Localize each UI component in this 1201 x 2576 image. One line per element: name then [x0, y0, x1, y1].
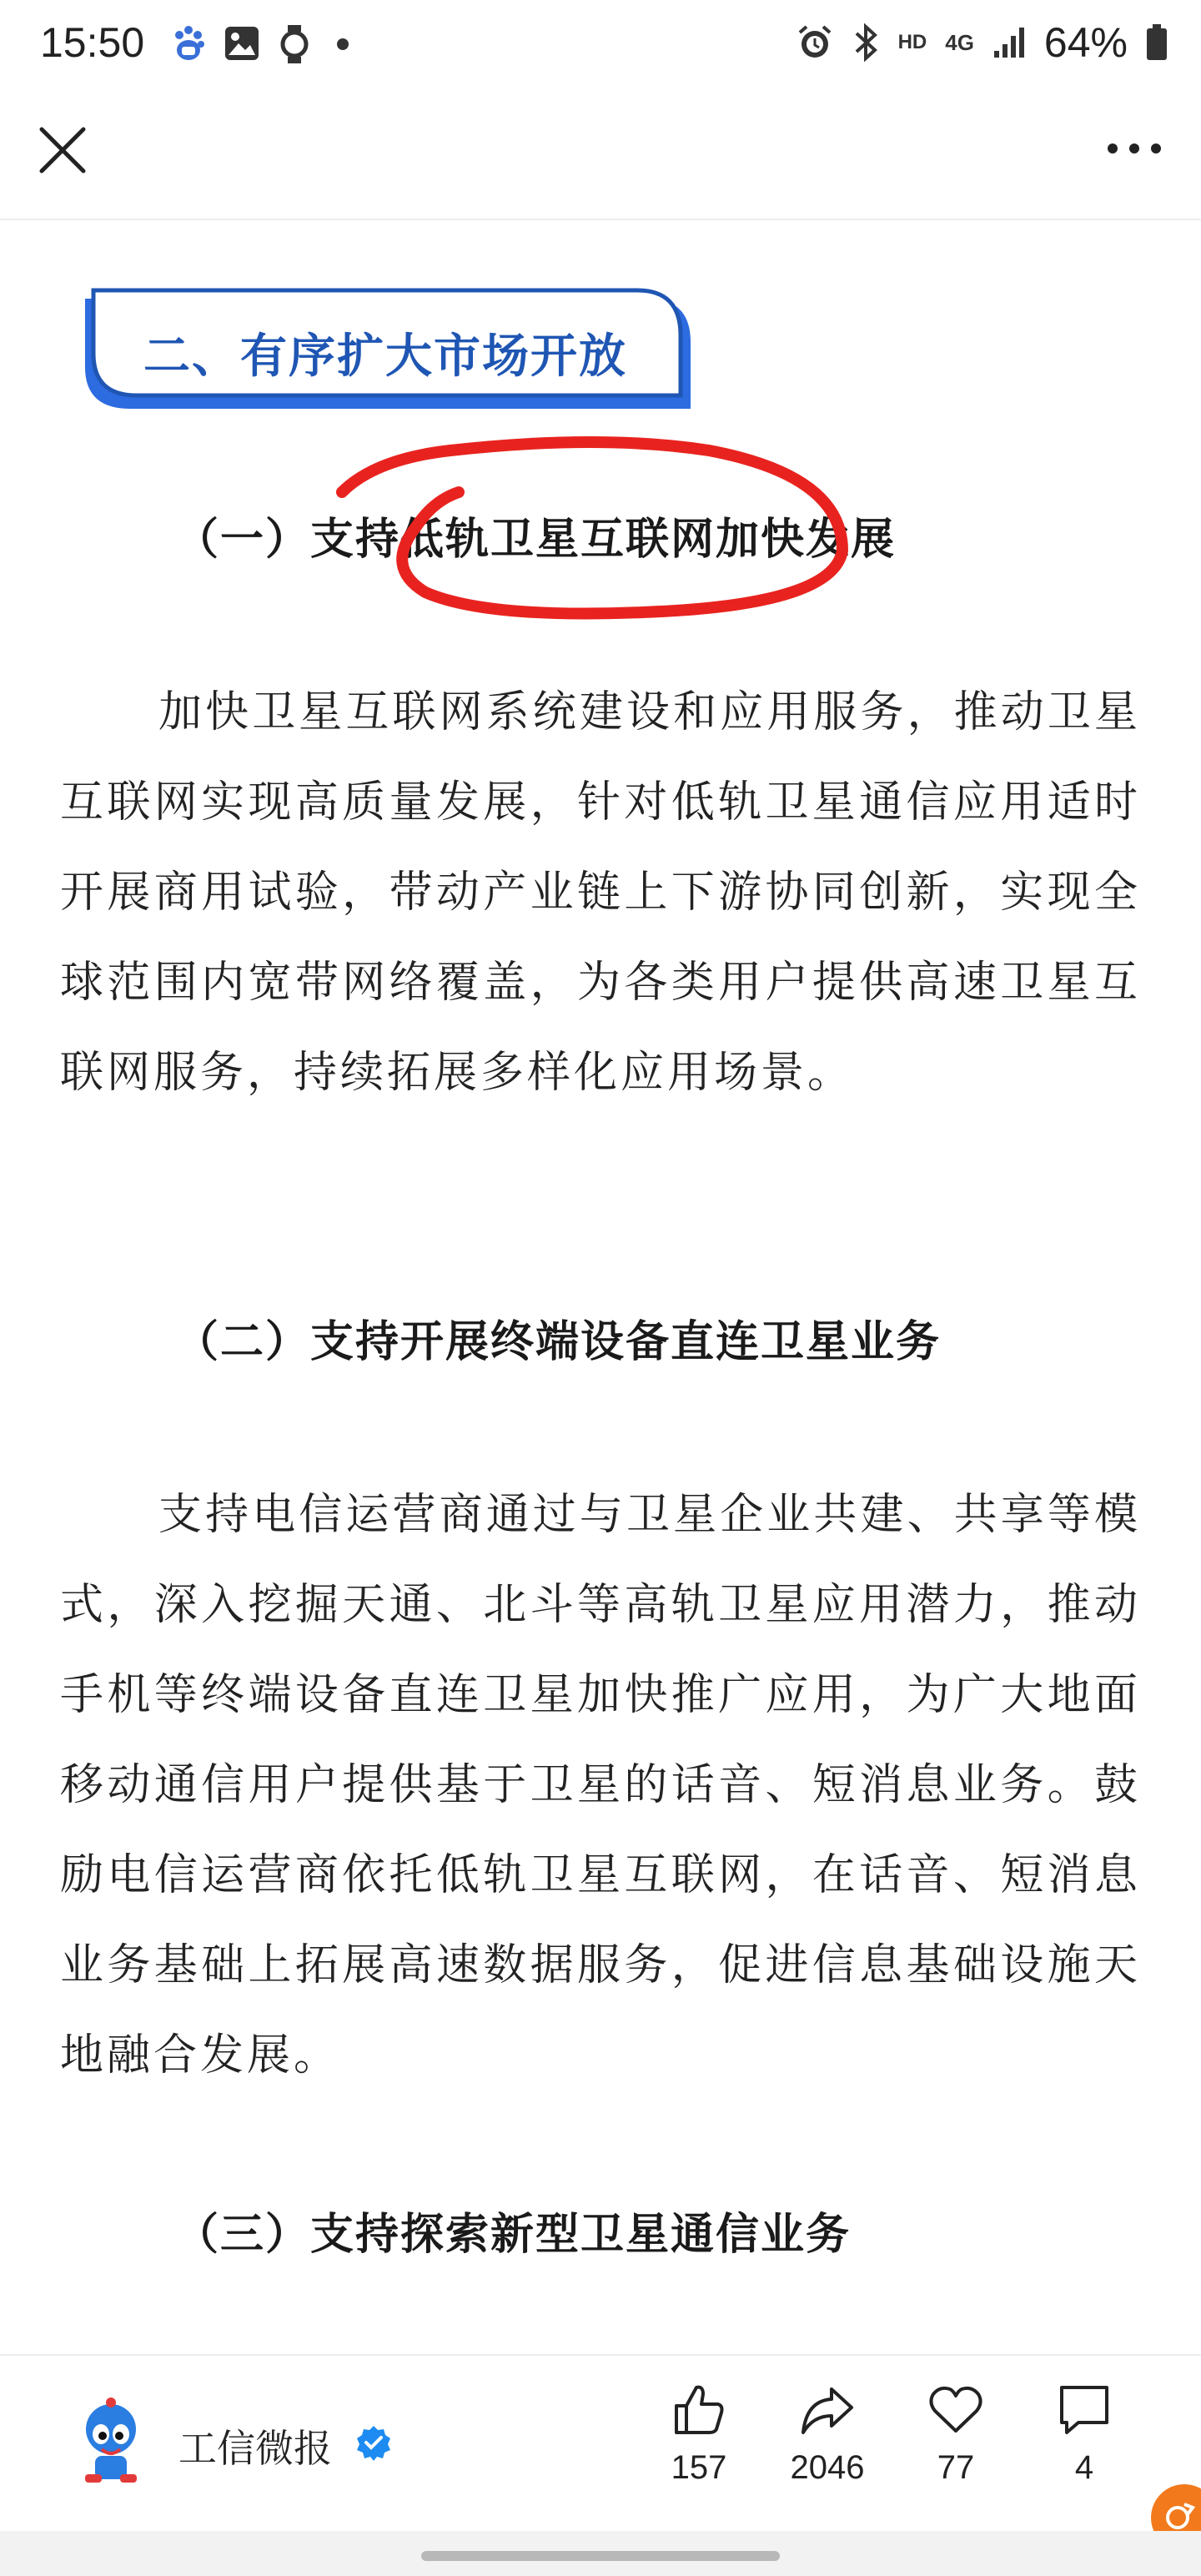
signal-icon — [992, 26, 1026, 59]
gallery-icon — [224, 25, 260, 62]
share-button[interactable] — [769, 2381, 886, 2487]
top-nav-bar — [0, 92, 1201, 220]
paragraph-2: 支持电信运营商通过与卫星企业共建、共享等模式，深入挖掘天通、北斗等高轨卫星应用潜力，推动手机等终端设备直连卫星加快推广应用，为广大地面移动通信用户提供基于卫星的话音、短消息业务。鼓励电信运营商依托低轨卫星互联网，在话音、短消息业务基础上拓展高速数据服务，促进信息基础设施天地融合发展。 — [60, 1490, 1141, 2080]
more-icon[interactable] — [1101, 123, 1168, 174]
battery-percent: 64% — [1043, 19, 1128, 66]
bluetooth-icon — [852, 23, 880, 62]
status-time: 15:50 — [40, 19, 145, 66]
status-right-cluster — [796, 18, 1168, 67]
heart-icon — [927, 2381, 985, 2439]
baidu-icon — [171, 25, 206, 63]
paragraph-1: 加快卫星互联网系统建设和应用服务，推动卫星互联网实现高质量发展，针对低轨卫星通信应用适时开展商用试验，带动产业链上下游协同创新，实现全球范围内宽带网络覆盖，为各类用户提供高速卫星互联网服务，持续拓展多样化应用场景。 — [60, 687, 1141, 1098]
alarm-icon — [796, 24, 833, 61]
verified-badge-icon — [355, 2424, 392, 2461]
subheading-1: （一）支持低轨卫星互联网加快发展 — [175, 515, 897, 565]
gesture-navigation-area — [0, 2531, 1201, 2576]
comment-count: 4 — [1074, 2449, 1094, 2486]
watch-icon — [279, 25, 309, 63]
section-title: 二、有序扩大市场开放 — [143, 330, 627, 384]
favorite-count: 77 — [937, 2449, 975, 2486]
comment-button[interactable] — [1026, 2381, 1143, 2487]
comment-icon — [1055, 2381, 1113, 2439]
author-name[interactable]: 工信微报 — [178, 2426, 332, 2471]
share-count: 2046 — [790, 2449, 865, 2486]
subheading-2: （二）支持开展终端设备直连卫星业务 — [175, 1317, 942, 1367]
network-label: 4G — [945, 29, 974, 55]
share-icon — [798, 2381, 857, 2439]
like-button[interactable] — [641, 2381, 757, 2487]
author-avatar[interactable] — [65, 2397, 157, 2489]
bottom-action-bar — [0, 2354, 1201, 2533]
subheading-3: （三）支持探索新型卫星通信业务 — [175, 2210, 852, 2260]
close-icon[interactable] — [33, 121, 92, 179]
hd-label: HD — [897, 31, 927, 53]
home-gesture-handle[interactable] — [421, 2551, 780, 2561]
favorite-button[interactable] — [897, 2381, 1014, 2487]
status-bar — [0, 0, 1201, 92]
like-icon — [670, 2381, 728, 2439]
battery-icon — [1146, 24, 1168, 61]
dot-icon — [337, 38, 349, 50]
like-count: 157 — [671, 2449, 727, 2486]
